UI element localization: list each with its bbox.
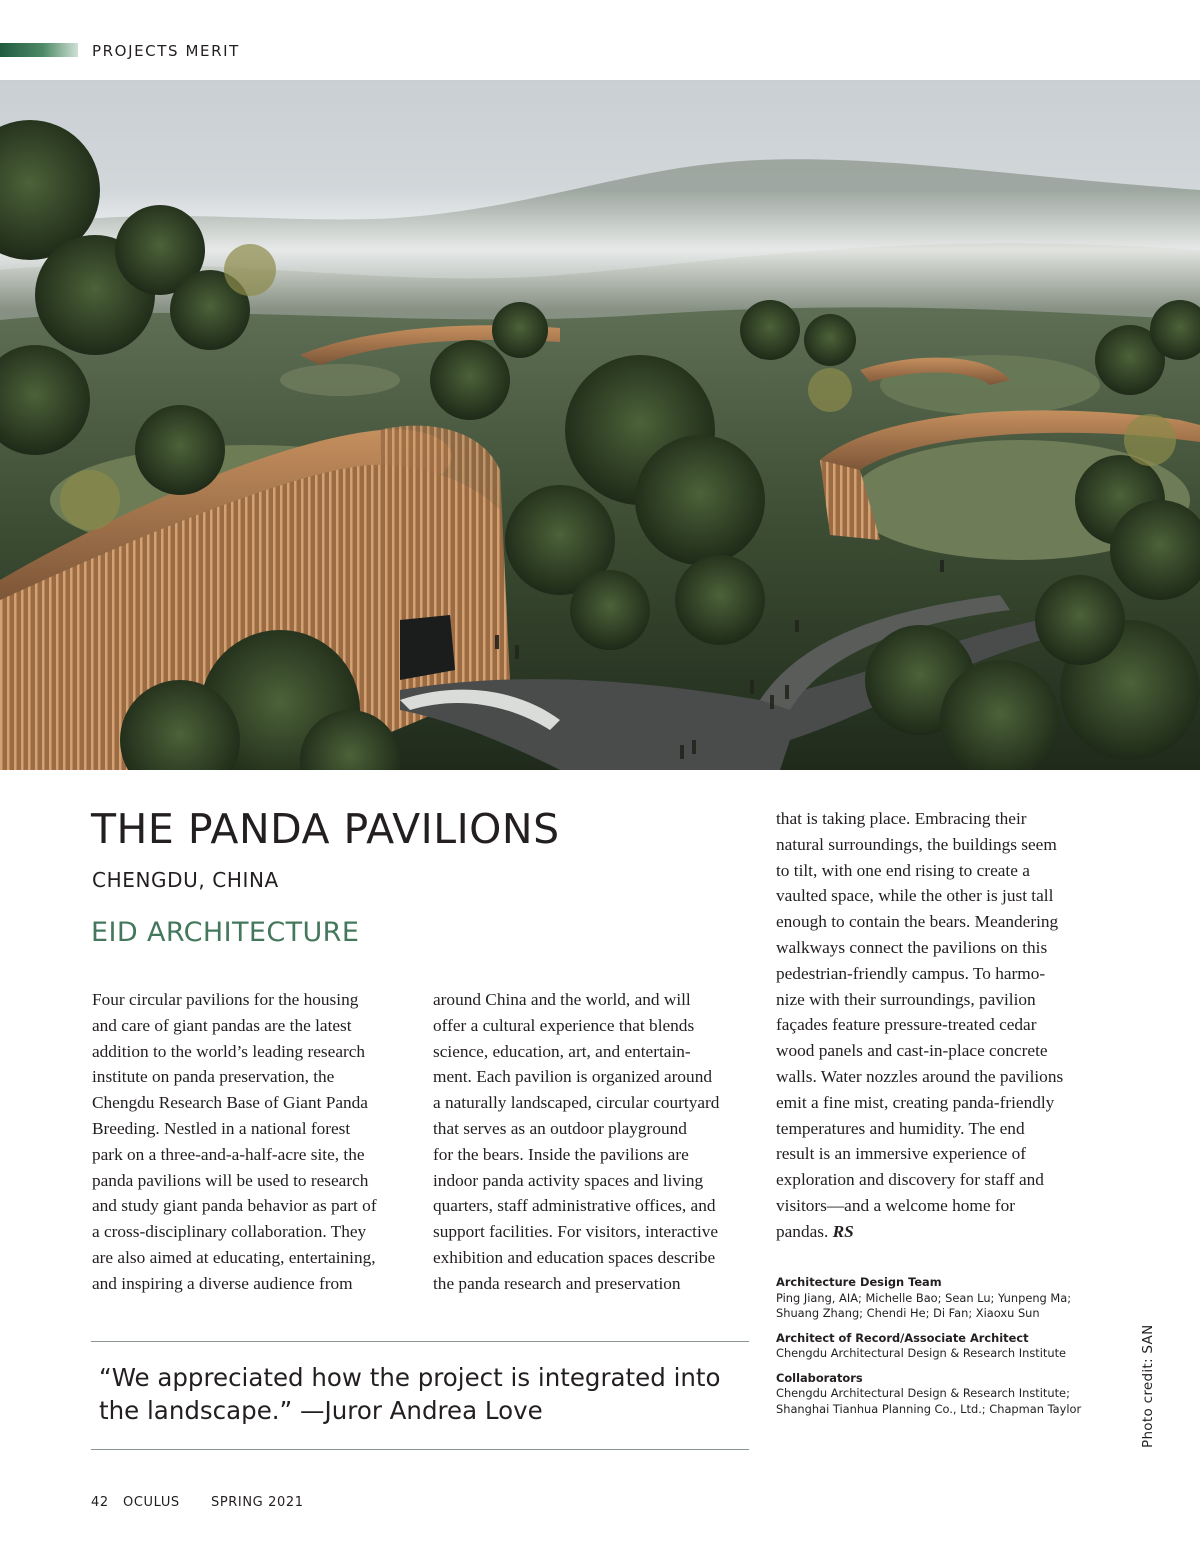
credit-text: Chengdu Architectural Design & Research Institute <box>776 1346 1067 1360</box>
body-line: for the bears. Inside the pavilions are <box>433 1144 689 1164</box>
body-line: exploration and discovery for staff and <box>776 1170 1044 1190</box>
body-line: and inspiring a diverse audience from <box>92 1273 353 1293</box>
body-line: a cross-disciplinary collaboration. They <box>92 1222 367 1242</box>
body-line: Chengdu Research Base of Giant Panda <box>92 1093 368 1113</box>
body-line: panda pavilions will be used to research <box>92 1170 369 1190</box>
body-line: emit a fine mist, creating panda-friendly <box>776 1092 1055 1112</box>
body-line: and study giant panda behavior as part of <box>92 1196 377 1216</box>
body-column-1 <box>92 987 377 1297</box>
body-line: that serves as an outdoor playground <box>433 1118 687 1138</box>
body-line: offer a cultural experience that blends <box>433 1015 695 1035</box>
body-line: and care of giant pandas are the latest <box>92 1015 352 1035</box>
body-line: ment. Each pavilion is organized around <box>433 1067 712 1087</box>
credit-group <box>776 1371 1086 1418</box>
section-label: PROJECTS MERIT <box>92 42 240 60</box>
body-line: addition to the world’s leading research <box>92 1041 366 1061</box>
credit-heading: Architecture Design Team <box>776 1275 942 1289</box>
section-accent-bar <box>0 43 78 57</box>
body-last-line <box>776 1219 1063 1245</box>
body-line: a naturally landscaped, circular courtyard <box>433 1093 720 1113</box>
body-line: science, education, art, and entertain- <box>433 1041 691 1061</box>
credit-text: Chengdu Architectural Design & Research Institute; Shanghai Tianhua Planning Co., Ltd.; Chapman Taylor <box>776 1386 1082 1416</box>
body-line: Four circular pavilions for the housing <box>92 990 359 1009</box>
project-location: CHENGDU, CHINA <box>92 868 279 892</box>
body-line: the panda research and preservation <box>433 1273 681 1293</box>
page-number: 42 <box>91 1495 109 1510</box>
body-line: natural surroundings, the buildings seem <box>776 834 1057 854</box>
body-line: that is taking place. Embracing their <box>776 809 1027 828</box>
body-line: around China and the world, and will <box>433 990 691 1009</box>
body-line: visitors—and a welcome home for <box>776 1195 1015 1215</box>
photo-credit: Photo credit: SAN <box>1140 1324 1156 1448</box>
pull-quote: “We appreciated how the project is integrated into the landscape.” —Juror Andrea Love <box>99 1363 721 1425</box>
credit-group <box>776 1331 1086 1362</box>
body-line: walkways connect the pavilions on this <box>776 937 1048 957</box>
body-line: Breeding. Nestled in a national forest <box>92 1118 351 1138</box>
body-line: to tilt, with one end rising to create a <box>776 860 1030 880</box>
body-line: exhibition and education spaces describe <box>433 1247 716 1267</box>
body-line: are also aimed at educating, entertaining, <box>92 1247 376 1267</box>
body-line: nize with their surroundings, pavilion <box>776 989 1036 1009</box>
credit-group <box>776 1275 1086 1322</box>
project-credits <box>776 1275 1086 1426</box>
body-line: institute on panda preservation, the <box>92 1067 335 1087</box>
body-line: walls. Water nozzles around the pavilions <box>776 1066 1064 1086</box>
body-line: wood panels and cast-in-place concrete <box>776 1041 1048 1061</box>
quote-top-rule <box>91 1341 749 1342</box>
body-column-3 <box>776 806 1063 1245</box>
body-line: pedestrian-friendly campus. To harmo- <box>776 963 1046 983</box>
body-line: enough to contain the bears. Meandering <box>776 912 1059 932</box>
body-line: indoor panda activity spaces and living <box>433 1170 704 1190</box>
body-line: façades feature pressure-treated cedar <box>776 1015 1037 1035</box>
body-line: temperatures and humidity. The end <box>776 1118 1025 1138</box>
credit-heading: Architect of Record/Associate Architect <box>776 1330 1029 1345</box>
body-line: support facilities. For visitors, interactive <box>433 1222 719 1242</box>
credit-heading: Collaborators <box>776 1370 863 1385</box>
architecture-firm: EID ARCHITECTURE <box>91 917 360 948</box>
body-line: vaulted space, while the other is just tall <box>776 886 1054 906</box>
publication-name: OCULUS <box>123 1495 180 1510</box>
article-title: THE PANDA PAVILIONS <box>91 805 560 853</box>
hero-photo <box>0 80 1200 770</box>
body-line: quarters, staff administrative offices, and <box>433 1196 716 1216</box>
author-initials: RS <box>832 1221 854 1241</box>
credit-text: Ping Jiang, AIA; Michelle Bao; Sean Lu; Yunpeng Ma; Shuang Zhang; Chendi He; Di Fan; Xiaoxu Sun <box>776 1290 1072 1320</box>
body-line: result is an immersive experience of <box>776 1144 1027 1164</box>
quote-bottom-rule <box>91 1449 749 1450</box>
body-line-text: pandas. <box>776 1221 829 1241</box>
issue-date: SPRING 2021 <box>211 1495 304 1510</box>
body-line: park on a three-and-a-half-acre site, the <box>92 1144 365 1164</box>
body-column-2 <box>433 987 719 1297</box>
